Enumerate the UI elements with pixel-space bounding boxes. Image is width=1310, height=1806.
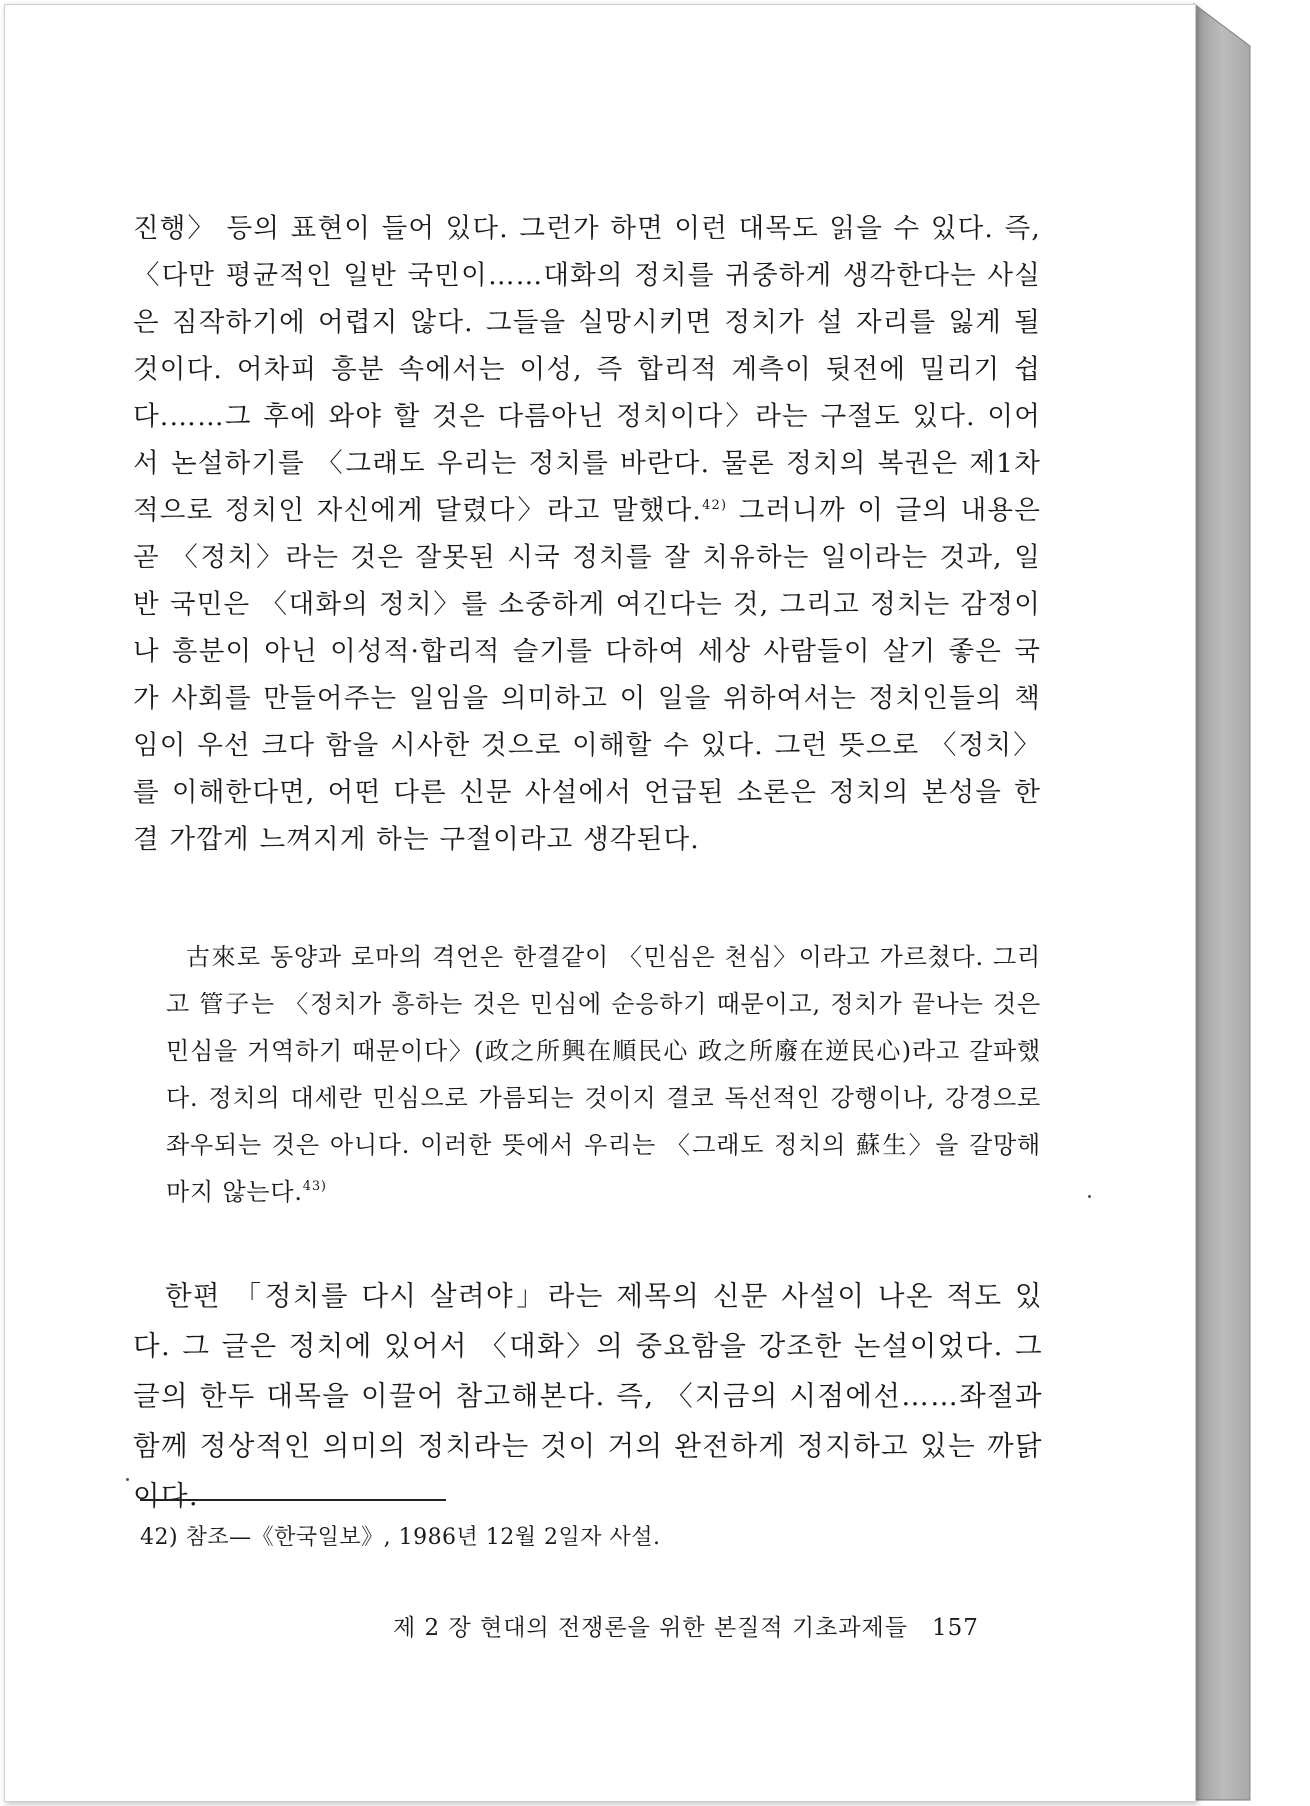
paragraph-1-text-b: 그러니까 이 글의 내용은 곧 〈정치〉라는 것은 잘못된 시국 정치를 잘 치유하는 일이라는 것과, 일반 국민은 〈대화의 정치〉를 소중하게 여긴다는 것, 그리고 정치는 감정이나 흥분이 아닌 이성적·합리적 슬기를 다하여 세상 사람들이 살기 좋은 국가 사회를 만들어주는 일임을 의미하고 이 일을 위하여서는 정치인들의 책임이 우선 크다 함을 시사한 것으로 이해할 수 있다. 그런 뜻으로 〈정치〉를 이해한다면, 어떤 다른 신문 사설에서 언급된 소론은 정치의 본성을 한결 가깝게 느껴지게 하는 구절이라고 생각된다.: [133, 495, 1042, 855]
page-number: 157: [931, 1615, 979, 1641]
scan-speck: [126, 1478, 129, 1481]
paragraph-2-text: 한편 「정치를 다시 살려야」라는 제목의 신문 사설이 나온 적도 있다. 그 글은 정치에 있어서 〈대화〉의 중요함을 강조한 논설이었다. 그 글의 한두 대목을 이끌어 참고해본다. 즉, 〈지금의 시점에선……좌절과 함께 정상적인 의미의 정치라는 것이 거의 완전하게 정지하고 있는 까닭이다.: [133, 1280, 1043, 1512]
running-footer: [393, 1609, 979, 1642]
footnote-ref-42: 42): [702, 498, 728, 513]
footnote-divider: [140, 1499, 446, 1501]
body-paragraph-2: [133, 1271, 1043, 1521]
book-edge: [1190, 0, 1310, 1806]
chapter-title: 제 2 장 현대의 전쟁론을 위한 본질적 기초과제들: [393, 1615, 908, 1641]
paragraph-1-text-a: 진행〉 등의 표현이 들어 있다. 그런가 하면 이런 대목도 읽을 수 있다. 즉, 〈다만 평균적인 일반 국민이……대화의 정치를 귀중하게 생각한다는 사실은 짐작하기에 어렵지 않다. 그들을 실망시키면 정치가 설 자리를 잃게 될 것이다. 어차피 흥분 속에서는 이성, 즉 합리적 계측이 뒷전에 밀리기 쉽다.……그 후에 와야 할 것은 다름아닌 정치이다〉라는 구절도 있다. 이어서 논설하기를 〈그래도 우리는 정치를 바란다. 물론 정치의 복권은 제1차적으로 정치인 자신에게 달렸다〉라고 말했다.: [133, 213, 1041, 526]
footnote-ref-43: 43): [302, 1179, 327, 1194]
scan-speck: [1088, 1195, 1091, 1198]
block-quote: [166, 934, 1041, 1216]
footnote-42: 42) 참조—《한국일보》, 1986년 12월 2일자 사설.: [140, 1525, 661, 1550]
body-paragraph-1: [133, 205, 1041, 863]
quote-text: 古來로 동양과 로마의 격언은 한결같이 〈민심은 천심〉이라고 가르쳤다. 그리고 管子는 〈정치가 흥하는 것은 민심에 순응하기 때문이고, 정치가 끝나는 것은 민심을 거역하기 때문이다〉(政之所興在順民心 政之所廢在逆民心)라고 갈파했다. 정치의 대세란 민심으로 가름되는 것이지 결코 독선적인 강행이나, 강경으로 좌우되는 것은 아니다. 이러한 뜻에서 우리는 〈그래도 정치의 蘇生〉을 갈망해 마지 않는다.: [166, 943, 1042, 1206]
